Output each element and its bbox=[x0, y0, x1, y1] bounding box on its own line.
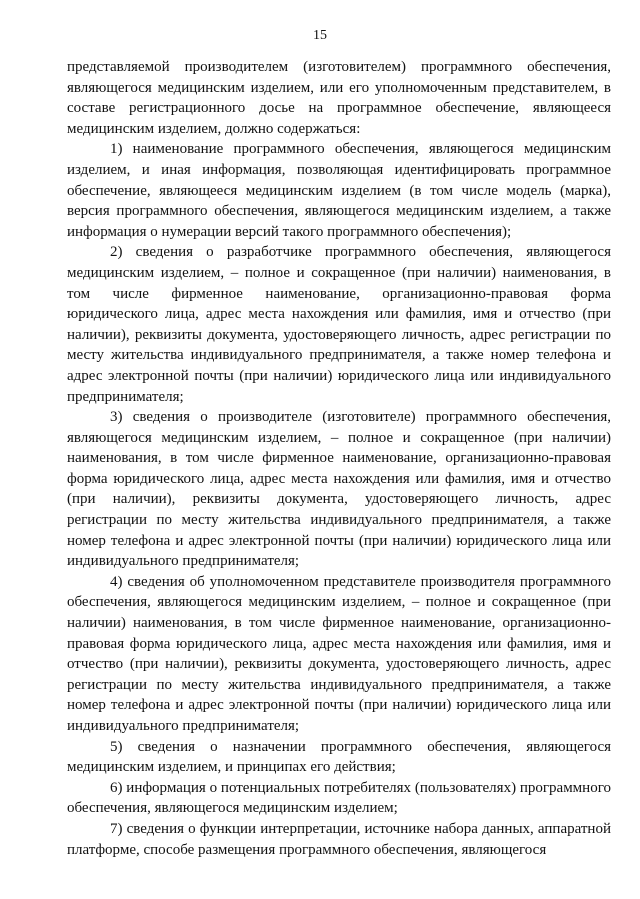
list-item-3: 3) сведения о производителе (изготовителе) программного обеспечения, являющегося медицинским изделием, – полное и сокращенное (при наличии) наименования, в том числе фирменное наименование, организационно-правовая форма юридического лица, адрес места нахождения или фамилия, имя и отчество (при наличии), реквизиты документа, удостоверяющего личность, адрес регистрации по месту жительства индивидуального предпринимателя, а также номер телефона и адрес электронной почты (при наличии) юридического лица или индивидуального предпринимателя; bbox=[67, 409, 611, 570]
list-item-7: 7) сведения о функции интерпретации, источнике набора данных, аппаратной платформе, способе размещения программного обеспечения, являющегося bbox=[67, 820, 611, 858]
list-item-5: 5) сведения о назначении программного обеспечения, являющегося медицинским изделием, и принципах его действия; bbox=[67, 738, 611, 776]
list-item-1: 1) наименование программного обеспечения, являющегося медицинским изделием, и иная информация, позволяющая идентифицировать программное обеспечение, являющееся медицинским изделием (в том числе модель (марка), версия программного обеспечения, являющегося медицинским изделием, а также информация о нумерации версий такого программного обеспечения); bbox=[67, 141, 611, 240]
list-item-6: 6) информация о потенциальных потребителях (пользователях) программного обеспечения, являющегося медицинским изделием; bbox=[67, 779, 611, 817]
document-body bbox=[67, 57, 611, 860]
list-item-2: 2) сведения о разработчике программного обеспечения, являющегося медицинским изделием, – полное и сокращенное (при наличии) наименования, в том числе фирменное наименование, организационно-правовая форма юридического лица, адрес места нахождения или фамилия, имя и отчество (при наличии), реквизиты документа, удостоверяющего личность, адрес регистрации по месту жительства индивидуального предпринимателя, а также номер телефона и адрес электронной почты (при наличии) юридического лица или индивидуального предпринимателя; bbox=[67, 244, 611, 405]
page-number: 15 bbox=[313, 28, 327, 43]
list-item-4: 4) сведения об уполномоченном представителе производителя программного обеспечения, являющегося медицинским изделием, – полное и сокращенное (при наличии) наименования, в том числе фирменное наименование, организационно-правовая форма юридического лица, адрес места нахождения или фамилия, имя и отчество (при наличии), реквизиты документа, удостоверяющего личность, адрес регистрации по месту жительства индивидуального предпринимателя, а также номер телефона и адрес электронной почты (при наличии) юридического лица или индивидуального предпринимателя; bbox=[67, 573, 611, 734]
paragraph-intro: представляемой производителем (изготовителем) программного обеспечения, являющегося медицинским изделием, или его уполномоченным представителем, в составе регистрационного досье на программное обеспечение, являющееся медицинским изделием, должно содержаться: bbox=[67, 59, 611, 137]
